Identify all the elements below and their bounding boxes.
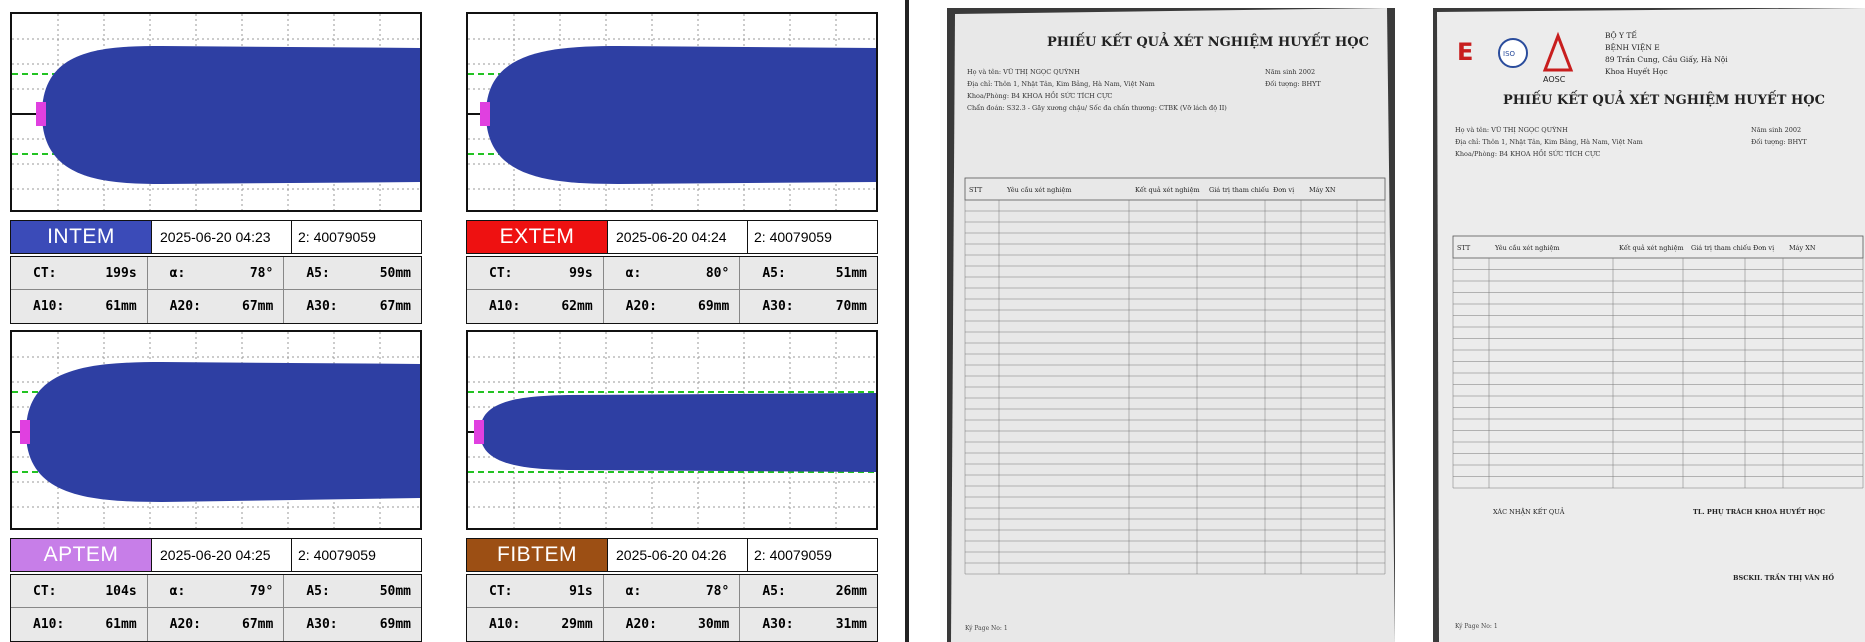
diagnosis: Chẩn đoán: S32.3 - Gãy xương chậu/ Sốc đa chấn thương: CTBK (Vỡ lách độ II) [967, 104, 1227, 112]
test-tag: EXTEM [467, 221, 607, 253]
param-a20: A20: 67mm [148, 290, 285, 323]
col-ref: Giá trị tham chiếu [1691, 244, 1752, 252]
param-a10: A10: 62mm [467, 290, 604, 323]
sample-id: 2: 40079059 [747, 221, 877, 253]
sample-id: 2: 40079059 [291, 539, 421, 571]
rotem-graph-fibtem [466, 330, 878, 530]
param-ct: CT: 99s [467, 257, 604, 290]
params-grid [10, 256, 422, 324]
rotem-graph-aptem [10, 330, 422, 530]
page-footer: Ký Page No: 1 [965, 625, 1008, 632]
param-a20: A20: 30mm [604, 608, 741, 641]
param-a20: A20: 67mm [148, 608, 285, 641]
rotem-graph-extem [466, 12, 878, 212]
patient-address: Địa chỉ: Thôn 1, Nhật Tân, Kim Bảng, Hà Nam, Việt Nam [967, 80, 1155, 88]
test-datetime: 2025-06-20 04:24 [607, 221, 747, 253]
rotem-panel-fibtem [466, 330, 878, 642]
col-machine: Máy XN [1309, 186, 1336, 194]
patient-address: Địa chỉ: Thôn 1, Nhật Tân, Kim Bảng, Hà Nam, Việt Nam [1455, 138, 1643, 146]
param-ct: CT: 91s [467, 575, 604, 608]
rotem-graph-intem [10, 12, 422, 212]
param-a10: A10: 61mm [11, 290, 148, 323]
temogram-fibtem [468, 332, 878, 530]
patient-object: Đối tượng: BHYT [1265, 80, 1321, 88]
params-grid [466, 574, 878, 642]
divider-line [905, 0, 909, 642]
sample-id: 2: 40079059 [747, 539, 877, 571]
param-a20: A20: 69mm [604, 290, 741, 323]
param-a5: A5: 26mm [740, 575, 877, 608]
org-hospital: BỆNH VIỆN E [1605, 43, 1660, 52]
sample-id: 2: 40079059 [291, 221, 421, 253]
department: Khoa/Phòng: B4 KHOA HỒI SỨC TÍCH CỰC [967, 92, 1113, 100]
col-stt: STT [1457, 244, 1471, 252]
department: Khoa/Phòng: B4 KHOA HỒI SỨC TÍCH CỰC [1455, 150, 1601, 158]
param-a5: A5: 50mm [284, 575, 421, 608]
test-tag: APTEM [11, 539, 151, 571]
param-a30: A30: 69mm [306, 617, 411, 632]
test-datetime: 2025-06-20 04:23 [151, 221, 291, 253]
page-footer: Ký Page No: 1 [1455, 623, 1498, 630]
col-name: Yêu cầu xét nghiệm [1495, 244, 1560, 252]
temogram-intem [12, 14, 422, 212]
param-ct: CT: 199s [11, 257, 148, 290]
report-sheet-2 [1433, 8, 1865, 642]
patient-object: Đối tượng: BHYT [1751, 138, 1807, 146]
org-ministry: BỘ Y TẾ [1605, 31, 1637, 40]
test-tag: INTEM [11, 221, 151, 253]
col-result: Kết quả xét nghiệm [1619, 244, 1684, 252]
param-ct: CT: 104s [11, 575, 148, 608]
param-a30: A30: 67mm [306, 299, 411, 314]
confirm-label: XÁC NHẬN KẾT QUẢ [1493, 508, 1565, 516]
temogram-extem [468, 14, 878, 212]
param-a5: A5: 51mm [740, 257, 877, 290]
param-a30: A30: 31mm [762, 617, 867, 632]
test-tag: FIBTEM [467, 539, 607, 571]
birth-year: Năm sinh 2002 [1751, 126, 1802, 134]
params-grid [10, 574, 422, 642]
param-a10: A10: 61mm [11, 608, 148, 641]
signer-title: TL. PHỤ TRÁCH KHOA HUYẾT HỌC [1693, 508, 1825, 516]
lab-report-photo-1 [947, 8, 1395, 642]
param-a10: A10: 29mm [467, 608, 604, 641]
col-stt: STT [969, 186, 983, 194]
iso-seal-text: ISO [1503, 50, 1516, 58]
rotem-panel-aptem [10, 330, 422, 642]
temogram-aptem [12, 332, 422, 530]
org-address: 89 Trần Cung, Cầu Giấy, Hà Nội [1605, 55, 1728, 64]
param-a5: A5: 50mm [284, 257, 421, 290]
aosc-logo-text: AOSC [1543, 75, 1566, 84]
birth-year: Năm sinh 2002 [1265, 68, 1316, 76]
report-sheet-1 [947, 8, 1395, 642]
param-alpha: α: 78° [148, 257, 285, 290]
col-unit: Đơn vị [1273, 186, 1295, 194]
lab-report-photo-2 [1433, 8, 1865, 642]
params-grid [466, 256, 878, 324]
clot-trace [26, 362, 422, 502]
org-department: Khoa Huyết Học [1605, 67, 1668, 76]
param-alpha: α: 79° [148, 575, 285, 608]
col-unit: Đơn vị [1753, 244, 1775, 252]
col-name: Yêu cầu xét nghiệm [1007, 186, 1072, 194]
patient-name: Họ và tên: VŨ THỊ NGỌC QUỲNH [1455, 126, 1568, 134]
clot-trace [42, 46, 422, 184]
col-ref: Giá trị tham chiếu [1209, 186, 1270, 194]
col-result: Kết quả xét nghiệm [1135, 186, 1200, 194]
hospital-e-logo: E [1457, 38, 1474, 66]
clot-trace [486, 46, 878, 184]
test-datetime: 2025-06-20 04:25 [151, 539, 291, 571]
rotem-panel-intem [10, 12, 422, 324]
report-title: PHIẾU KẾT QUẢ XÉT NGHIỆM HUYẾT HỌC [1503, 93, 1825, 108]
rotem-panel-extem [466, 12, 878, 324]
param-alpha: α: 80° [604, 257, 741, 290]
clot-trace [480, 393, 878, 472]
param-a30: A30: 70mm [762, 299, 867, 314]
report-title: PHIẾU KẾT QUẢ XÉT NGHIỆM HUYẾT HỌC [1047, 35, 1369, 50]
signer-name: BSCKII. TRẦN THỊ VÂN HỒ [1733, 574, 1834, 582]
test-datetime: 2025-06-20 04:26 [607, 539, 747, 571]
col-machine: Máy XN [1789, 244, 1816, 252]
patient-name: Họ và tên: VŨ THỊ NGỌC QUỲNH [967, 68, 1080, 76]
param-alpha: α: 78° [604, 575, 741, 608]
